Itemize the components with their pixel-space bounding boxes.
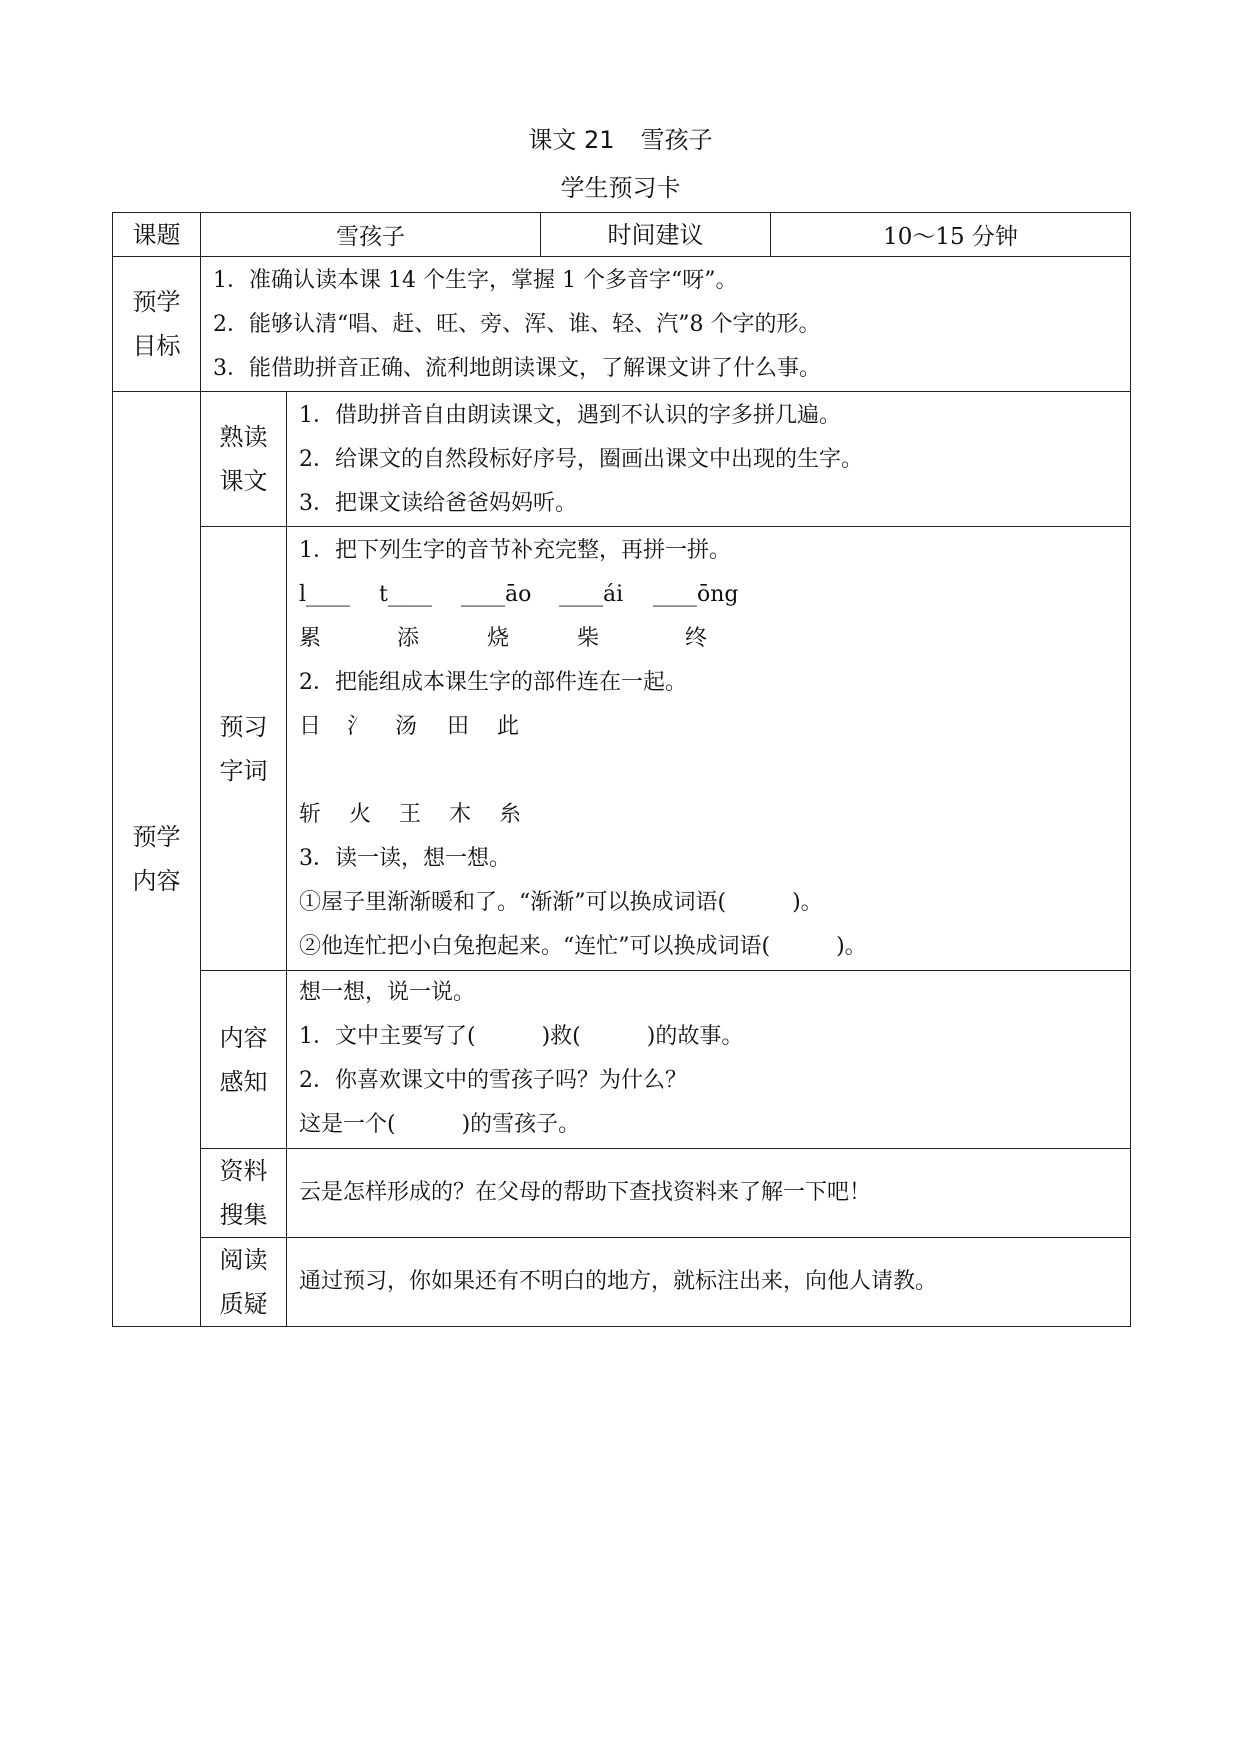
part-item: 糸 xyxy=(499,802,522,827)
lesson-number: 课文 21 xyxy=(528,126,615,154)
part-item: 王 xyxy=(399,802,422,827)
research-text: 云是怎样形成的？在父母的帮助下查找资料来了解一下吧！ xyxy=(299,1180,872,1205)
lesson-name: 雪孩子 xyxy=(640,126,713,154)
research-content xyxy=(287,1149,1131,1238)
part-item: 木 xyxy=(449,802,472,827)
part-item: 火 xyxy=(349,802,372,827)
reading-content xyxy=(287,392,1131,527)
words-q2: 2．把能组成本课生字的部件连在一起。 xyxy=(299,670,687,695)
words-label: 预习 字词 xyxy=(201,527,287,971)
perception-item: 1．文中主要写了( )救( )的故事。 xyxy=(299,1024,744,1049)
words-row xyxy=(113,527,1131,971)
goal-item: 3．能借助拼音正确、流利地朗读课文，了解课文讲了什么事。 xyxy=(213,356,821,381)
perception-item: 这是一个( )的雪孩子。 xyxy=(299,1112,581,1137)
pinyin-blank: ____ái xyxy=(559,582,624,607)
reading-item: 1．借助拼音自由朗读课文，遇到不认识的字多拼几遍。 xyxy=(299,403,841,428)
questions-label: 阅读 质疑 xyxy=(201,1238,287,1327)
pinyin-blank: ____ōng xyxy=(653,582,739,607)
research-row xyxy=(113,1149,1131,1238)
part-item: 斩 xyxy=(299,802,322,827)
perception-row xyxy=(113,971,1131,1149)
topic-value: 雪孩子 xyxy=(201,213,541,257)
goal-item: 1．准确认读本课 14 个生字，掌握 1 个多音字“呀”。 xyxy=(213,268,738,293)
research-label: 资料 搜集 xyxy=(201,1149,287,1238)
char-item: 添 xyxy=(397,626,420,651)
goals-row xyxy=(113,257,1131,392)
reading-row xyxy=(113,392,1131,527)
topic-label: 课题 xyxy=(113,213,201,257)
reading-label: 熟读 课文 xyxy=(201,392,287,527)
pinyin-blank: l____ xyxy=(299,582,351,607)
content-label: 预学 内容 xyxy=(113,392,201,1327)
time-label: 时间建议 xyxy=(541,213,771,257)
char-item: 烧 xyxy=(487,626,510,651)
reading-item: 2．给课文的自然段标好序号，圈画出课文中出现的生字。 xyxy=(299,447,863,472)
words-q3a: ①屋子里渐渐暖和了。“渐渐”可以换成词语( )。 xyxy=(299,890,823,915)
parts-bottom-row xyxy=(299,793,1118,837)
page-title xyxy=(0,120,1241,155)
goals-content xyxy=(201,257,1131,392)
pinyin-blank: ____āo xyxy=(461,582,532,607)
questions-row xyxy=(113,1238,1131,1327)
char-item: 柴 xyxy=(577,626,600,651)
questions-content xyxy=(287,1238,1131,1327)
questions-text: 通过预习，你如果还有不明白的地方，就标注出来，向他人请教。 xyxy=(299,1269,938,1294)
char-item: 累 xyxy=(299,626,322,651)
time-value: 10～15 分钟 xyxy=(771,213,1131,257)
pinyin-blank: t____ xyxy=(379,582,432,607)
parts-top-row xyxy=(299,705,1118,749)
part-item: 此 xyxy=(497,714,520,739)
words-q1: 1．把下列生字的音节补充完整，再拼一拼。 xyxy=(299,538,731,563)
header-row xyxy=(113,213,1131,257)
goal-item: 2．能够认清“唱、赶、旺、旁、浑、谁、轻、汽”8 个字的形。 xyxy=(213,312,821,337)
words-content xyxy=(287,527,1131,971)
reading-item: 3．把课文读给爸爸妈妈听。 xyxy=(299,491,577,516)
perception-item: 想一想，说一说。 xyxy=(299,980,476,1005)
preview-card-table xyxy=(112,212,1131,1327)
perception-label: 内容 感知 xyxy=(201,971,287,1149)
words-q3b: ②他连忙把小白兔抱起来。“连忙”可以换成词语( )。 xyxy=(299,934,867,959)
connect-space xyxy=(299,749,1118,793)
page-subtitle: 学生预习卡 xyxy=(560,174,681,202)
pinyin-row xyxy=(299,573,1118,617)
part-item: 日 xyxy=(299,714,322,739)
part-item: 氵 xyxy=(347,714,370,739)
perception-item: 2．你喜欢课文中的雪孩子吗？为什么？ xyxy=(299,1068,687,1093)
char-item: 终 xyxy=(685,626,708,651)
part-item: 汤 xyxy=(395,714,418,739)
perception-content xyxy=(287,971,1131,1149)
char-row xyxy=(299,617,1118,661)
words-q3: 3．读一读，想一想。 xyxy=(299,846,511,871)
part-item: 田 xyxy=(447,714,470,739)
goals-label: 预学 目标 xyxy=(113,257,201,392)
